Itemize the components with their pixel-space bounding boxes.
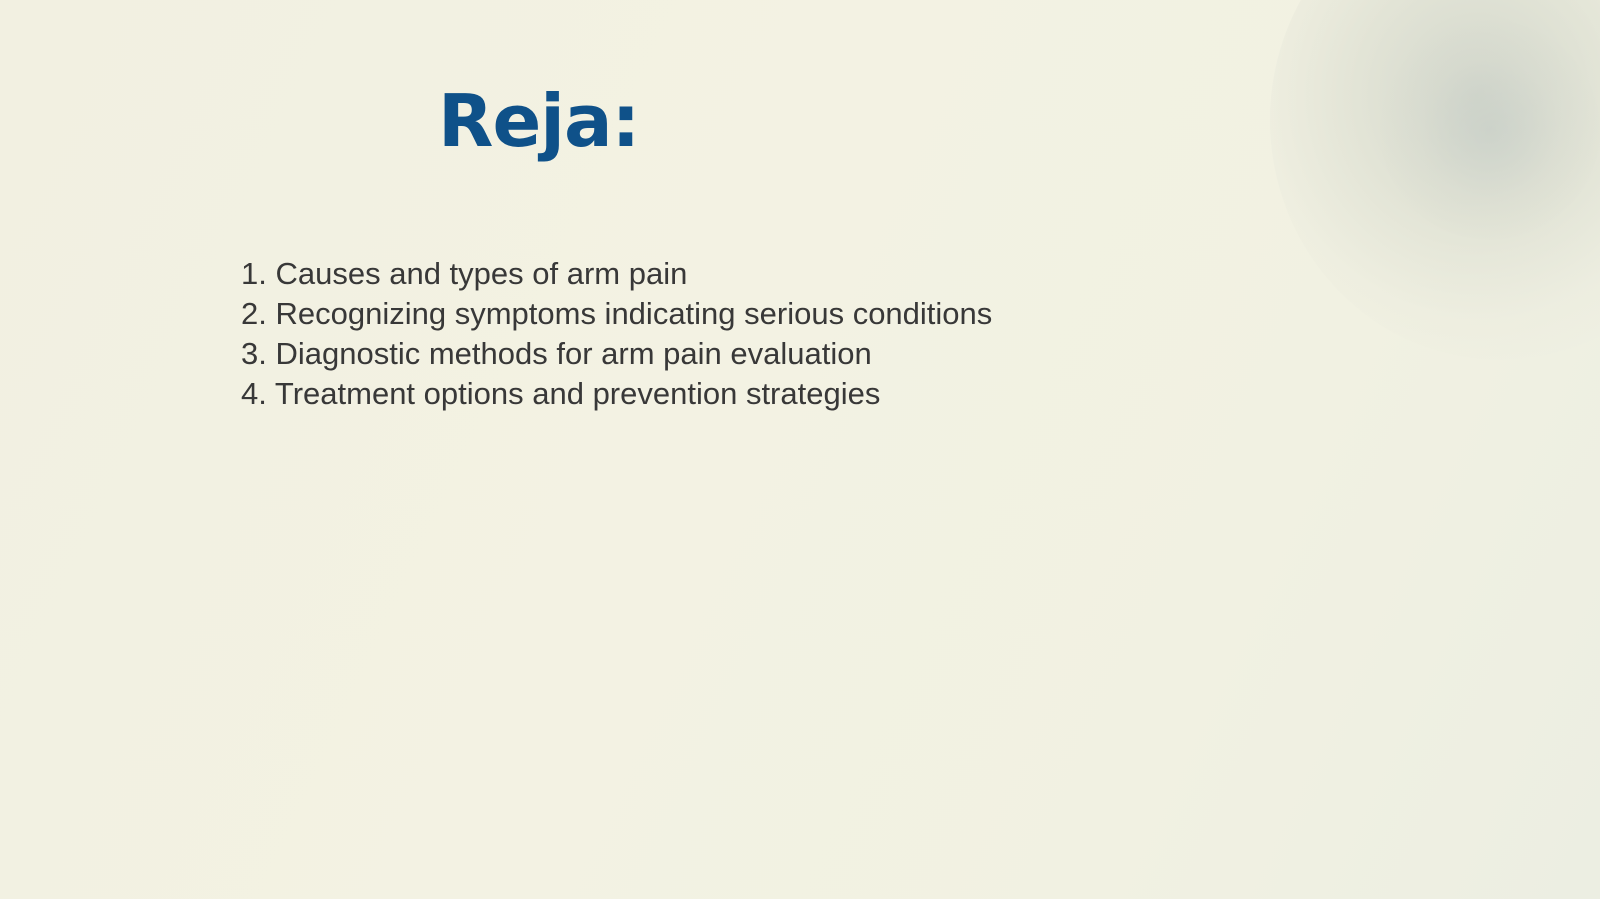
agenda-item-number: 2. bbox=[241, 296, 267, 331]
agenda-item-text: Treatment options and prevention strategies bbox=[274, 376, 881, 411]
agenda-item-text: Recognizing symptoms indicating serious conditions bbox=[275, 296, 993, 331]
agenda-item-text: Causes and types of arm pain bbox=[275, 256, 688, 291]
agenda-item-number: 4. bbox=[241, 376, 267, 411]
agenda-item bbox=[241, 374, 992, 414]
agenda-list bbox=[241, 254, 992, 414]
slide-title: Reja: bbox=[438, 79, 640, 163]
agenda-item bbox=[241, 294, 992, 334]
agenda-item-number: 1. bbox=[241, 256, 267, 291]
agenda-item-text: Diagnostic methods for arm pain evaluation bbox=[275, 336, 872, 371]
agenda-item bbox=[241, 334, 992, 374]
background-blur-highlight bbox=[1380, 20, 1600, 240]
agenda-item bbox=[241, 254, 992, 294]
agenda-item-number: 3. bbox=[241, 336, 267, 371]
